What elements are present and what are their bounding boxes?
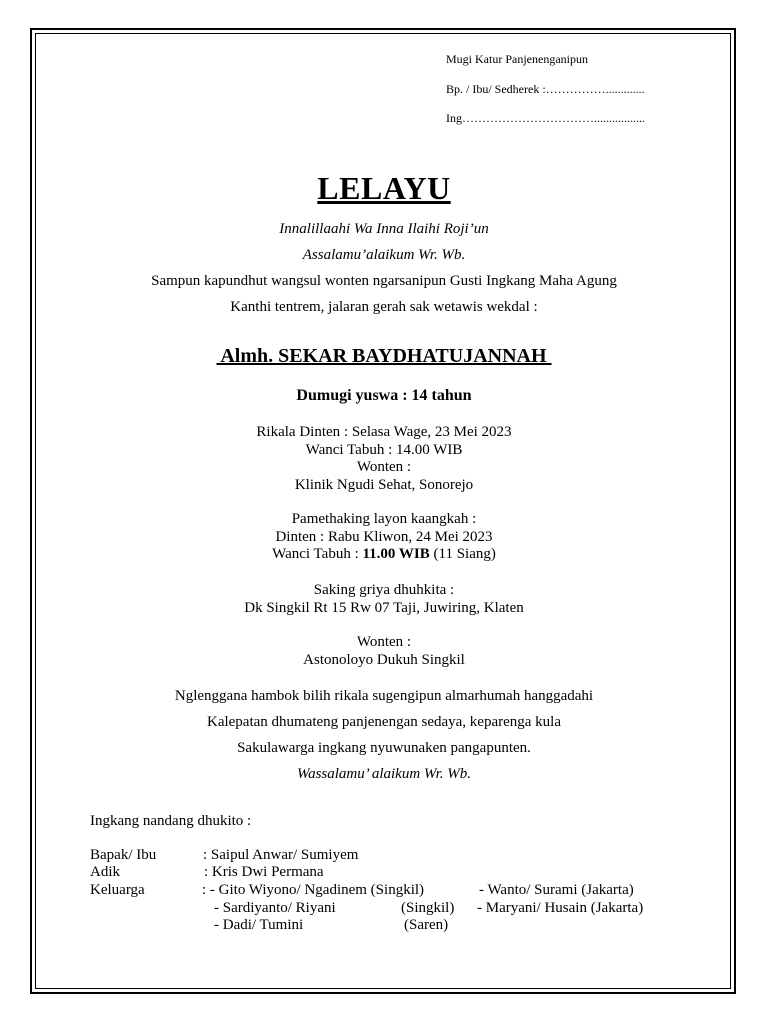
- parents-value: : Saipul Anwar/ Sumiyem: [203, 847, 359, 863]
- family-row-1-col1: : - Gito Wiyono/ Ngadinem (Singkil): [202, 882, 425, 898]
- mourners-heading: Ingkang nandang dhukito :: [90, 813, 252, 829]
- opening-line-3: Sampun kapundhut wangsul wonten ngarsanipun Gusti Ingkang Maha Agung: [151, 273, 617, 289]
- family-row-1-col2: - Wanto/ Surami (Jakarta): [479, 882, 634, 898]
- house-info: [0, 582, 768, 617]
- address-line-1: Mugi Katur Panjenenganipun: [446, 52, 588, 66]
- parents-label: Bapak/ Ibu: [90, 847, 157, 863]
- deceased-age: Dumugi yuswa : 14 tahun: [296, 387, 472, 404]
- page-title: LELAYU: [317, 170, 451, 206]
- death-at-label: Wonten :: [356, 459, 412, 475]
- opening-line-4: Kanthi tentrem, jalaran gerah sak wetawis wekdal :: [230, 299, 538, 315]
- closing-line-2: Kalepatan dhumateng panjenengan sedaya, keparenga kula: [206, 714, 561, 730]
- burial-at-label: Wonten :: [356, 634, 412, 650]
- burial-info: [0, 634, 768, 669]
- house-heading: Saking griya dhuhkita :: [313, 582, 455, 598]
- sibling-value: : Kris Dwi Permana: [204, 864, 324, 880]
- family-row-2-col2: - Maryani/ Husain (Jakarta): [477, 900, 644, 916]
- address-line-2: Bp. / Ibu/ Sedherek :…………….............: [446, 82, 645, 96]
- family-row-3-origin: (Saren): [404, 917, 449, 933]
- death-info: [0, 424, 768, 494]
- address-line-3: Ing…………………………….................: [446, 111, 645, 125]
- family-row-2-origin: (Singkil): [401, 900, 455, 916]
- funeral-time: Wanci Tabuh : 11.00 WIB (11 Siang): [272, 546, 496, 562]
- family-row-2-col1: - Sardiyanto/ Riyani: [214, 900, 336, 916]
- burial-place: Astonoloyo Dukuh Singkil: [303, 651, 465, 668]
- funeral-heading: Pamethaking layon kaangkah :: [291, 511, 477, 527]
- closing-line-1: Nglenggana hambok bilih rikala sugengipun almarhumah hanggadahi: [174, 688, 594, 704]
- funeral-day: Dinten : Rabu Kliwon, 24 Mei 2023: [275, 528, 493, 545]
- opening-line-1: Innalillaahi Wa Inna Ilaihi Roji’un: [279, 221, 489, 237]
- family-label: Keluarga: [90, 882, 145, 898]
- funeral-info: [0, 511, 768, 564]
- death-time: Wanci Tabuh : 14.00 WIB: [305, 441, 463, 458]
- death-day: Rikala Dinten : Selasa Wage, 23 Mei 2023: [256, 424, 512, 440]
- death-place: Klinik Ngudi Sehat, Sonorejo: [294, 476, 474, 493]
- deceased-name: Almh. SEKAR BAYDHATUJANNAH: [216, 345, 552, 367]
- funeral-time-value: 11.00 WIB: [362, 546, 430, 562]
- closing-line-3: Sakulawarga ingkang nyuwunaken pangapunten.: [237, 740, 531, 756]
- house-address: Dk Singkil Rt 15 Rw 07 Taji, Juwiring, Klaten: [244, 599, 524, 616]
- family-row-3-col1: - Dadi/ Tumini: [214, 917, 304, 933]
- closing-line-4: Wassalamu’ alaikum Wr. Wb.: [296, 766, 472, 782]
- opening-line-2: Assalamu’alaikum Wr. Wb.: [302, 247, 466, 263]
- sibling-label: Adik: [90, 864, 120, 880]
